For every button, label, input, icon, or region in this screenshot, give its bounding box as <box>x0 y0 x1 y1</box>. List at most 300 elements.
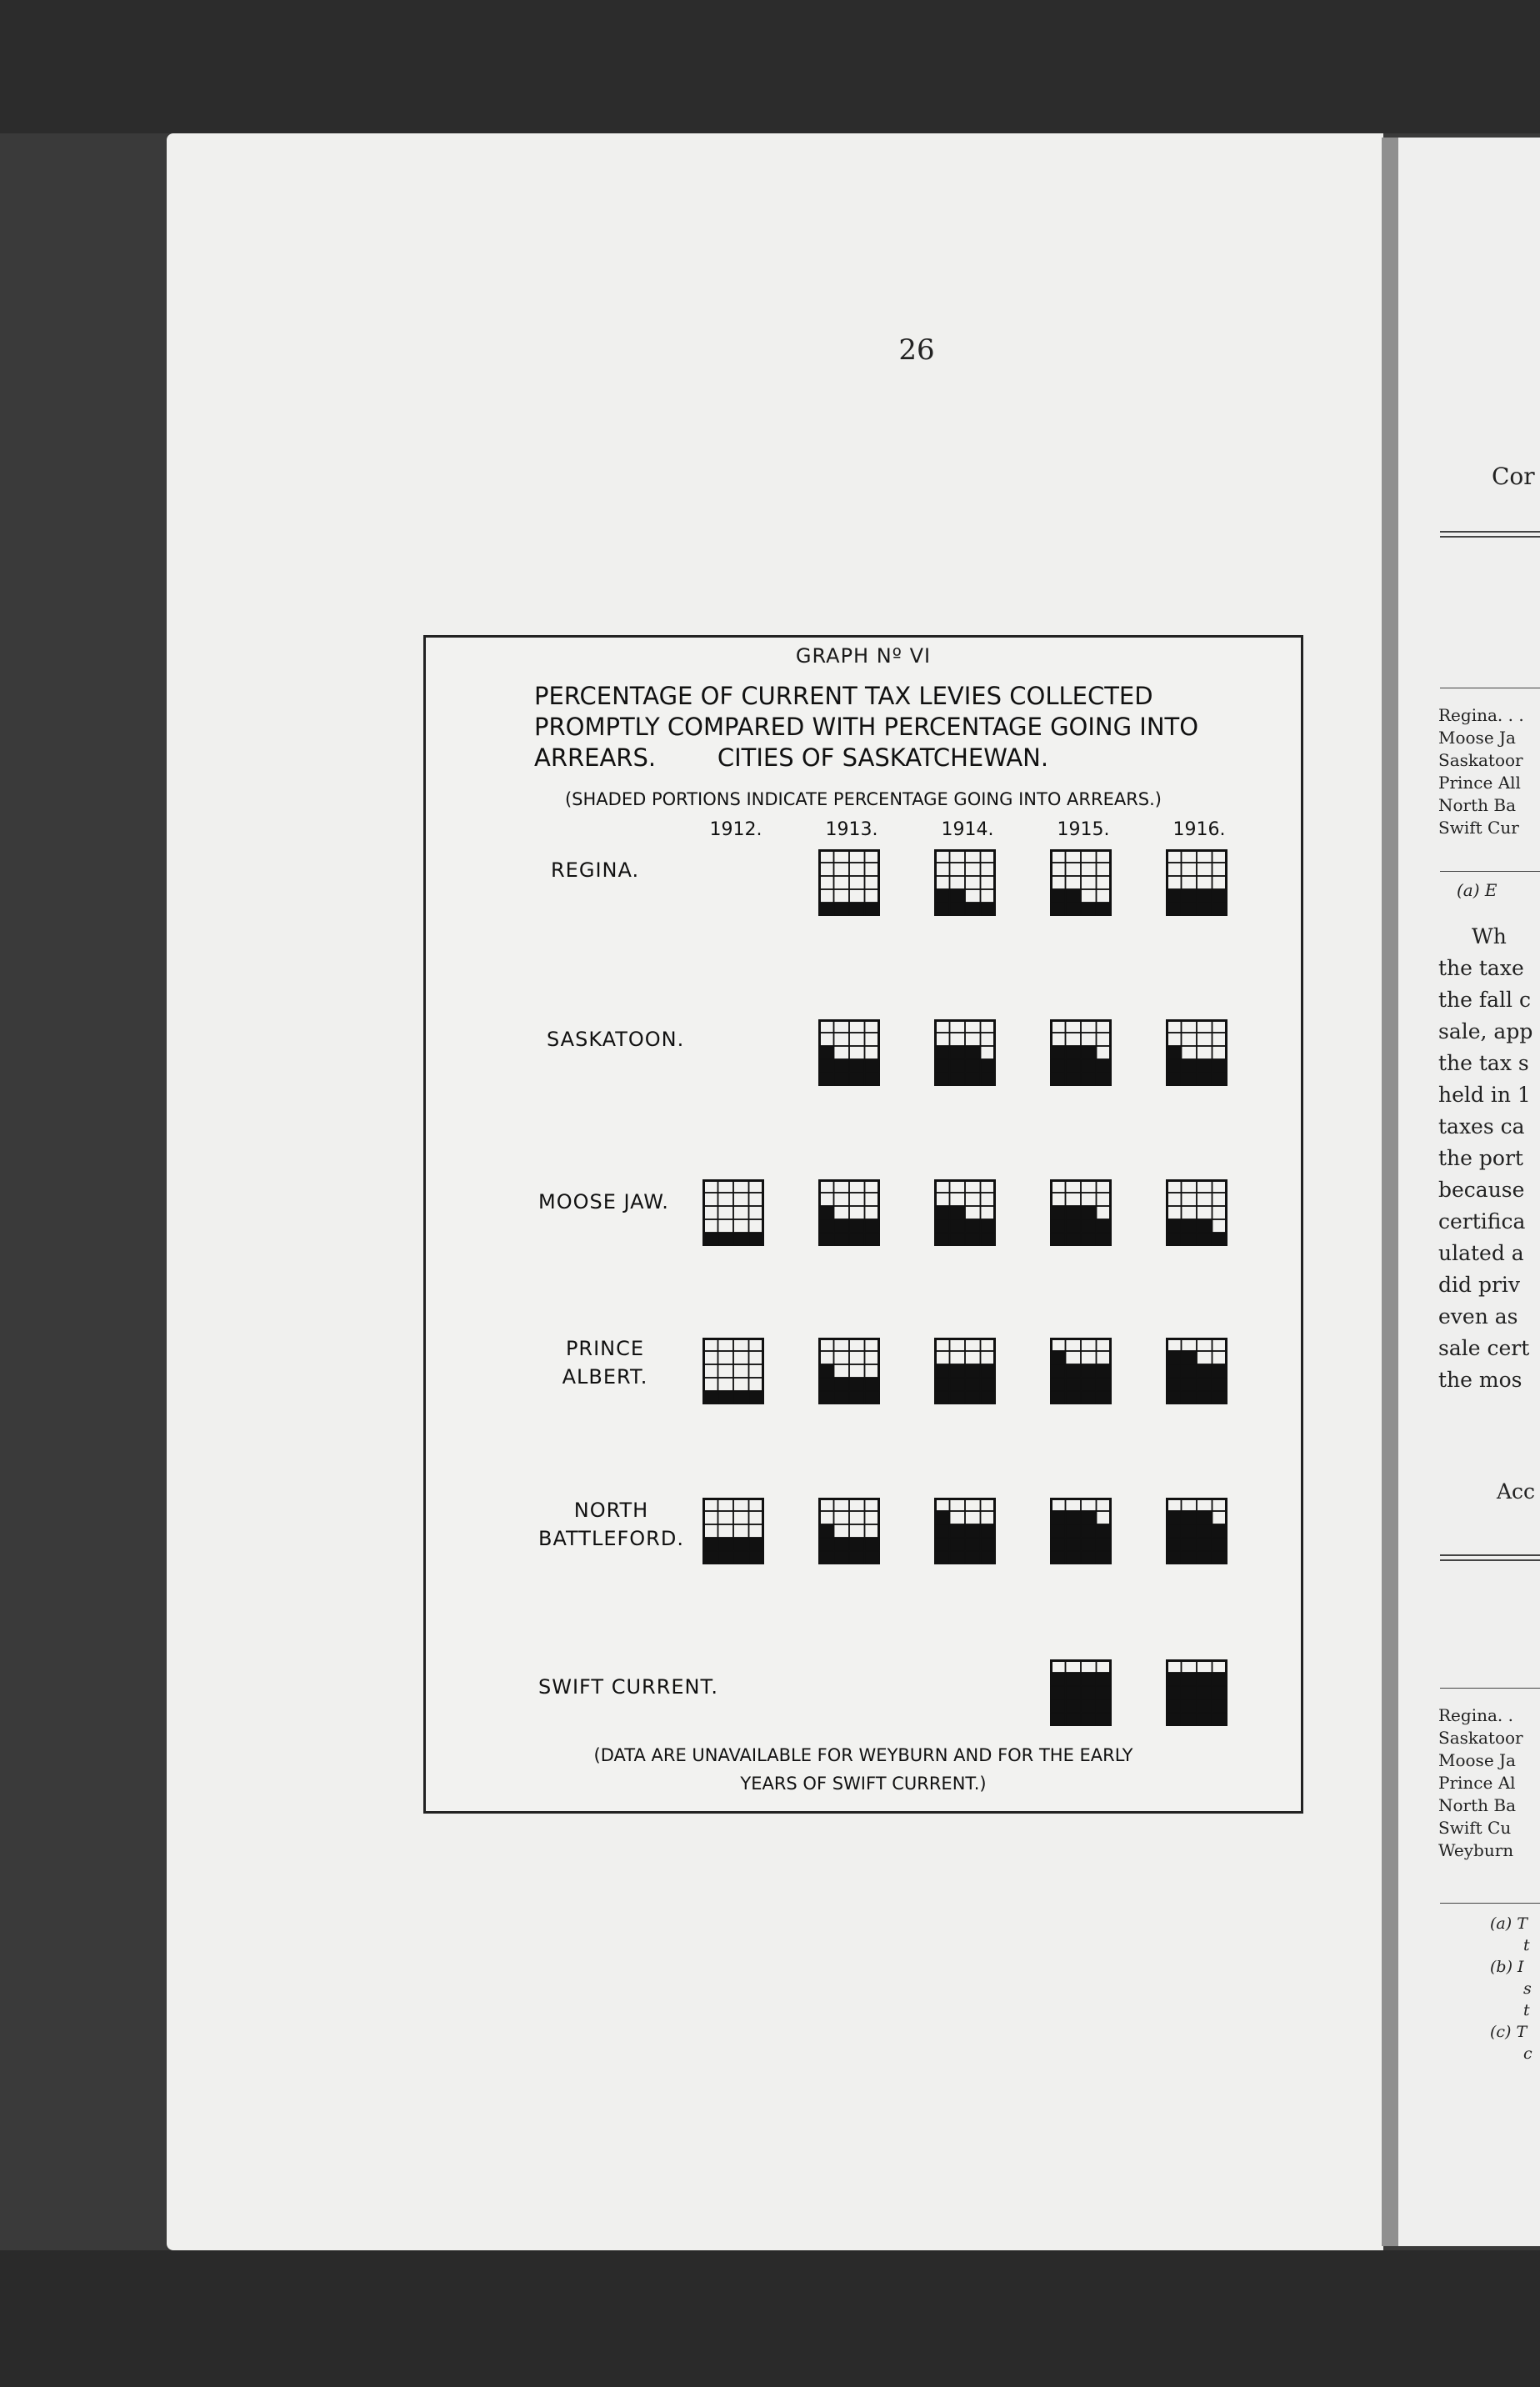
arrears-square <box>849 1378 865 1391</box>
list-item: Regina. . <box>1438 1705 1513 1725</box>
arrears-square <box>1050 1673 1066 1686</box>
arrears-square <box>718 1538 734 1551</box>
note-line: t <box>1523 2001 1530 2019</box>
note-line: s <box>1523 1979 1532 1998</box>
arrears-square <box>1166 1391 1182 1404</box>
arrears-square <box>1197 1233 1212 1246</box>
arrears-square <box>1212 1686 1228 1699</box>
arrears-square <box>1050 1391 1066 1404</box>
arrears-square <box>1182 1699 1198 1713</box>
note-line: (c) T <box>1490 2023 1528 2041</box>
arrears-square <box>1097 1524 1112 1538</box>
grid-icon <box>1050 849 1112 916</box>
arrears-square <box>1050 1538 1066 1551</box>
arrears-square <box>749 1538 765 1551</box>
grid-icon <box>1166 849 1228 916</box>
arrears-square <box>849 1538 865 1551</box>
arrears-square <box>1182 1551 1198 1564</box>
graph-heading <box>534 681 1218 773</box>
arrears-square <box>818 903 834 916</box>
arrears-square <box>1166 1219 1182 1233</box>
arrears-square <box>1081 1673 1097 1686</box>
arrears-square <box>1097 1673 1112 1686</box>
arrears-square <box>834 1538 850 1551</box>
grid-icon <box>1166 1498 1228 1564</box>
arrears-square <box>1197 1511 1212 1524</box>
arrears-square <box>934 889 950 903</box>
page-number: 26 <box>898 333 935 367</box>
arrears-square <box>1166 1699 1182 1713</box>
text-line: the port <box>1438 1146 1523 1170</box>
text-line: Wh <box>1472 924 1507 948</box>
text-line: the fall c <box>1438 988 1531 1012</box>
arrears-square <box>1081 1713 1097 1726</box>
arrears-square <box>950 1538 966 1551</box>
arrears-square <box>1197 1524 1212 1538</box>
right-paragraph <box>1438 921 1532 1396</box>
arrears-square <box>1081 1206 1097 1219</box>
arrears-square <box>1050 1059 1066 1073</box>
arrears-square <box>1212 1364 1228 1378</box>
text-line: the taxe <box>1438 956 1524 980</box>
arrears-square <box>834 1551 850 1564</box>
arrears-square <box>818 1524 834 1538</box>
arrears-square <box>818 1364 834 1378</box>
arrears-square <box>1197 1059 1212 1073</box>
grid-icon <box>1166 1659 1228 1726</box>
arrears-square <box>1097 903 1112 916</box>
arrears-square <box>1050 1524 1066 1538</box>
grid-icon <box>702 1179 764 1246</box>
arrears-square <box>1197 1686 1212 1699</box>
year-label-1914: 1914. <box>941 819 994 840</box>
arrears-square <box>1097 1538 1112 1551</box>
city-label-saskatoon: SASKATOON. <box>547 1028 685 1051</box>
arrears-square <box>934 1219 950 1233</box>
arrears-grid-swift-current-1915 <box>1050 1659 1112 1726</box>
arrears-square <box>1166 1073 1182 1086</box>
arrears-square <box>950 1219 966 1233</box>
arrears-square <box>1212 1073 1228 1086</box>
graph-footnote <box>426 1741 1301 1798</box>
arrears-grid-moose-jaw-1913 <box>818 1179 880 1246</box>
arrears-grid-moose-jaw-1915 <box>1050 1179 1112 1246</box>
arrears-square <box>702 1538 718 1551</box>
arrears-square <box>1066 1391 1082 1404</box>
arrears-square <box>1066 1511 1082 1524</box>
arrears-square <box>1166 1524 1182 1538</box>
arrears-grid-regina-1913 <box>818 849 880 916</box>
arrears-grid-prince-albert-1915 <box>1050 1338 1112 1404</box>
arrears-square <box>865 1219 881 1233</box>
arrears-square <box>1050 903 1066 916</box>
list-item: Weyburn <box>1438 1840 1514 1860</box>
arrears-square <box>1212 1524 1228 1538</box>
text-line: the tax s <box>1438 1051 1529 1075</box>
grid-icon <box>1050 1179 1112 1246</box>
arrears-square <box>749 1551 765 1564</box>
arrears-square <box>818 1046 834 1059</box>
arrears-square <box>849 1059 865 1073</box>
arrears-square <box>1097 1378 1112 1391</box>
arrears-square <box>1182 1351 1198 1364</box>
arrears-square <box>1166 1046 1182 1059</box>
arrears-square <box>934 1511 950 1524</box>
right-city-list-1 <box>1438 704 1524 839</box>
arrears-grid-saskatoon-1914 <box>934 1019 996 1086</box>
arrears-square <box>1097 1219 1112 1233</box>
arrears-square <box>1066 1073 1082 1086</box>
arrears-square <box>965 1219 981 1233</box>
arrears-square <box>965 1538 981 1551</box>
arrears-square <box>1212 1233 1228 1246</box>
arrears-square <box>1097 1713 1112 1726</box>
arrears-square <box>1081 1059 1097 1073</box>
right-notes <box>1490 1913 1532 2064</box>
arrears-square <box>834 903 850 916</box>
arrears-square <box>1050 1699 1066 1713</box>
arrears-square <box>1182 889 1198 903</box>
arrears-square <box>1050 1686 1066 1699</box>
arrears-square <box>1081 1511 1097 1524</box>
arrears-square <box>1182 1073 1198 1086</box>
arrears-square <box>1050 1551 1066 1564</box>
arrears-square <box>1081 1686 1097 1699</box>
arrears-square <box>1166 1686 1182 1699</box>
arrears-square <box>1197 1391 1212 1404</box>
arrears-square <box>1066 1686 1082 1699</box>
list-item: Swift Cur <box>1438 818 1519 838</box>
arrears-square <box>965 1391 981 1404</box>
arrears-square <box>1166 1351 1182 1364</box>
grid-icon <box>934 1498 996 1564</box>
arrears-square <box>1212 1059 1228 1073</box>
arrears-square <box>733 1538 749 1551</box>
arrears-square <box>1081 1046 1097 1059</box>
note-line: t <box>1523 1936 1530 1954</box>
arrears-square <box>981 1378 997 1391</box>
arrears-square <box>1212 1699 1228 1713</box>
note-line: c <box>1523 2044 1532 2063</box>
grid-icon <box>1050 1019 1112 1086</box>
arrears-square <box>1182 1673 1198 1686</box>
arrears-square <box>834 1219 850 1233</box>
arrears-grid-moose-jaw-1916 <box>1166 1179 1228 1246</box>
arrears-square <box>1066 1233 1082 1246</box>
arrears-square <box>1182 1219 1198 1233</box>
arrears-square <box>702 1551 718 1564</box>
arrears-square <box>702 1233 718 1246</box>
arrears-square <box>981 1551 997 1564</box>
right-rule <box>1440 871 1540 872</box>
arrears-square <box>950 1206 966 1219</box>
arrears-square <box>981 903 997 916</box>
arrears-square <box>1066 1538 1082 1551</box>
arrears-square <box>950 1524 966 1538</box>
note-line: (b) I <box>1490 1958 1524 1976</box>
arrears-square <box>934 1378 950 1391</box>
arrears-square <box>1050 1046 1066 1059</box>
arrears-square <box>981 1391 997 1404</box>
grid-icon <box>934 849 996 916</box>
arrears-square <box>818 1206 834 1219</box>
arrears-square <box>965 1233 981 1246</box>
grid-icon <box>818 1179 880 1246</box>
grid-icon <box>818 1338 880 1404</box>
arrears-square <box>950 1046 966 1059</box>
arrears-square <box>1050 1511 1066 1524</box>
arrears-square <box>1182 1378 1198 1391</box>
arrears-square <box>1050 1351 1066 1364</box>
arrears-square <box>1182 1364 1198 1378</box>
arrears-grid-prince-albert-1916 <box>1166 1338 1228 1404</box>
grid-icon <box>1166 1019 1228 1086</box>
arrears-square <box>934 1046 950 1059</box>
arrears-square <box>981 1059 997 1073</box>
arrears-square <box>1197 1699 1212 1713</box>
arrears-square <box>1050 1206 1066 1219</box>
arrears-square <box>1081 1233 1097 1246</box>
arrears-square <box>1212 1391 1228 1404</box>
arrears-square <box>981 1233 997 1246</box>
arrears-grid-north-battleford-1912 <box>702 1498 764 1564</box>
arrears-square <box>865 903 881 916</box>
text-line: the mos <box>1438 1368 1522 1392</box>
arrears-square <box>950 889 966 903</box>
arrears-square <box>818 1391 834 1404</box>
arrears-square <box>1166 1059 1182 1073</box>
arrears-square <box>1097 1699 1112 1713</box>
arrears-square <box>965 1364 981 1378</box>
arrears-square <box>1050 889 1066 903</box>
arrears-square <box>950 1551 966 1564</box>
text-line: sale, app <box>1438 1019 1533 1043</box>
arrears-grid-prince-albert-1913 <box>818 1338 880 1404</box>
city-label-swift-current: SWIFT CURRENT. <box>538 1675 718 1699</box>
right-note-a: (a) E <box>1457 880 1498 900</box>
arrears-square <box>1212 1538 1228 1551</box>
grid-icon <box>818 1019 880 1086</box>
year-label-1916: 1916. <box>1172 819 1226 840</box>
arrears-square <box>1197 1551 1212 1564</box>
list-item: Moose Ja <box>1438 1750 1516 1770</box>
book-spine <box>1382 138 1398 2246</box>
grid-icon <box>818 1498 880 1564</box>
arrears-square <box>965 1378 981 1391</box>
grid-icon <box>1050 1659 1112 1726</box>
arrears-square <box>1166 1673 1182 1686</box>
list-item: Regina. . . <box>1438 705 1524 725</box>
grid-icon <box>1050 1498 1112 1564</box>
arrears-square <box>1050 1073 1066 1086</box>
graph-title: GRAPH Nº VI <box>795 644 932 668</box>
arrears-square <box>1197 1538 1212 1551</box>
footnote-line: (DATA ARE UNAVAILABLE FOR WEYBURN AND FOR THE EARLY <box>593 1745 1133 1765</box>
arrears-square <box>934 1364 950 1378</box>
arrears-square <box>702 1391 718 1404</box>
list-item: Prince Al <box>1438 1773 1516 1793</box>
text-line: ulated a <box>1438 1241 1524 1265</box>
arrears-square <box>1066 1524 1082 1538</box>
arrears-square <box>818 1551 834 1564</box>
arrears-square <box>934 1073 950 1086</box>
arrears-square <box>981 1073 997 1086</box>
arrears-square <box>849 1233 865 1246</box>
arrears-square <box>934 1538 950 1551</box>
scan-background-bottom <box>0 2250 1540 2387</box>
year-label-1912: 1912. <box>709 819 762 840</box>
arrears-square <box>1081 903 1097 916</box>
arrears-square <box>1197 1378 1212 1391</box>
arrears-grid-north-battleford-1915 <box>1050 1498 1112 1564</box>
arrears-grid-prince-albert-1914 <box>934 1338 996 1404</box>
text-line: did priv <box>1438 1273 1521 1297</box>
grid-icon <box>1166 1338 1228 1404</box>
arrears-square <box>834 1378 850 1391</box>
arrears-square <box>849 903 865 916</box>
arrears-grid-moose-jaw-1914 <box>934 1179 996 1246</box>
arrears-square <box>1182 1713 1198 1726</box>
arrears-square <box>1166 1511 1182 1524</box>
year-label-1913: 1913. <box>825 819 878 840</box>
text-line: because <box>1438 1178 1525 1202</box>
arrears-square <box>981 1219 997 1233</box>
arrears-square <box>718 1233 734 1246</box>
arrears-square <box>1197 1673 1212 1686</box>
arrears-square <box>1081 1551 1097 1564</box>
arrears-square <box>1182 903 1198 916</box>
arrears-square <box>1097 1391 1112 1404</box>
right-rule <box>1440 531 1540 533</box>
arrears-square <box>1081 1378 1097 1391</box>
right-rule <box>1440 536 1540 538</box>
arrears-grid-regina-1916 <box>1166 849 1228 916</box>
arrears-square <box>934 1391 950 1404</box>
arrears-square <box>950 903 966 916</box>
arrears-square <box>1166 1538 1182 1551</box>
arrears-square <box>818 1378 834 1391</box>
arrears-square <box>1212 1551 1228 1564</box>
city-label-north-battleford: NORTH BATTLEFORD. <box>538 1499 684 1550</box>
arrears-square <box>865 1538 881 1551</box>
arrears-square <box>865 1233 881 1246</box>
grid-icon <box>702 1498 764 1564</box>
arrears-square <box>1212 1378 1228 1391</box>
arrears-square <box>981 1524 997 1538</box>
arrears-square <box>1197 889 1212 903</box>
arrears-square <box>965 1046 981 1059</box>
arrears-square <box>1212 1713 1228 1726</box>
arrears-square <box>733 1391 749 1404</box>
arrears-square <box>1081 1073 1097 1086</box>
grid-icon <box>934 1179 996 1246</box>
arrears-square <box>1050 1713 1066 1726</box>
arrears-grid-prince-albert-1912 <box>702 1338 764 1404</box>
arrears-square <box>965 1059 981 1073</box>
arrears-square <box>1182 1524 1198 1538</box>
text-line: certifica <box>1438 1209 1526 1234</box>
arrears-square <box>934 1233 950 1246</box>
arrears-square <box>1197 1713 1212 1726</box>
footnote-line: YEARS OF SWIFT CURRENT.) <box>740 1774 987 1794</box>
right-city-list-2 <box>1438 1704 1523 1862</box>
city-label-moose-jaw: MOOSE JAW. <box>538 1190 669 1214</box>
arrears-square <box>818 1219 834 1233</box>
list-item: Prince All <box>1438 773 1521 793</box>
arrears-square <box>733 1233 749 1246</box>
arrears-square <box>1197 1073 1212 1086</box>
arrears-square <box>1166 1551 1182 1564</box>
city-label-prince-albert: PRINCE ALBERT. <box>562 1337 648 1389</box>
arrears-square <box>1097 1551 1112 1564</box>
arrears-square <box>1197 903 1212 916</box>
arrears-square <box>849 1219 865 1233</box>
arrears-square <box>1166 1233 1182 1246</box>
arrears-square <box>1066 1713 1082 1726</box>
note-line: (a) T <box>1490 1914 1528 1933</box>
arrears-square <box>1066 1219 1082 1233</box>
arrears-square <box>1182 1233 1198 1246</box>
arrears-square <box>965 1073 981 1086</box>
arrears-square <box>1166 1364 1182 1378</box>
arrears-square <box>718 1551 734 1564</box>
arrears-square <box>1081 1538 1097 1551</box>
list-item: Moose Ja <box>1438 728 1516 748</box>
arrears-square <box>1182 1391 1198 1404</box>
arrears-square <box>1212 1673 1228 1686</box>
heading-line: PERCENTAGE OF CURRENT TAX LEVIES COLLECTED <box>534 682 1153 710</box>
arrears-grid-north-battleford-1916 <box>1166 1498 1228 1564</box>
arrears-square <box>1050 1378 1066 1391</box>
arrears-square <box>981 1364 997 1378</box>
grid-icon <box>1050 1338 1112 1404</box>
arrears-square <box>1081 1699 1097 1713</box>
arrears-square <box>1182 1511 1198 1524</box>
city-label-regina: REGINA. <box>551 858 640 882</box>
arrears-square <box>1212 903 1228 916</box>
arrears-square <box>749 1233 765 1246</box>
arrears-square <box>1182 1059 1198 1073</box>
arrears-square <box>1081 1391 1097 1404</box>
arrears-square <box>1081 1364 1097 1378</box>
arrears-square <box>950 1059 966 1073</box>
arrears-square <box>965 903 981 916</box>
arrears-square <box>934 1524 950 1538</box>
arrears-square <box>733 1551 749 1564</box>
arrears-square <box>849 1073 865 1086</box>
text-line: even as <box>1438 1304 1518 1329</box>
arrears-grid-swift-current-1916 <box>1166 1659 1228 1726</box>
arrears-square <box>834 1059 850 1073</box>
graph-legend: (SHADED PORTIONS INDICATE PERCENTAGE GOING INTO ARREARS.) <box>564 789 1162 809</box>
arrears-square <box>1066 1551 1082 1564</box>
arrears-square <box>865 1391 881 1404</box>
arrears-square <box>849 1391 865 1404</box>
text-line: taxes ca <box>1438 1114 1525 1138</box>
right-rule <box>1440 1903 1540 1904</box>
arrears-square <box>1081 1524 1097 1538</box>
arrears-square <box>1197 1219 1212 1233</box>
arrears-square <box>1066 889 1082 903</box>
graph-frame <box>423 635 1303 1814</box>
arrears-square <box>1197 1364 1212 1378</box>
arrears-square <box>865 1059 881 1073</box>
right-rule <box>1440 1554 1540 1556</box>
arrears-square <box>1066 1059 1082 1073</box>
arrears-square <box>865 1551 881 1564</box>
arrears-square <box>1050 1233 1066 1246</box>
list-item: Saskatoor <box>1438 750 1523 770</box>
